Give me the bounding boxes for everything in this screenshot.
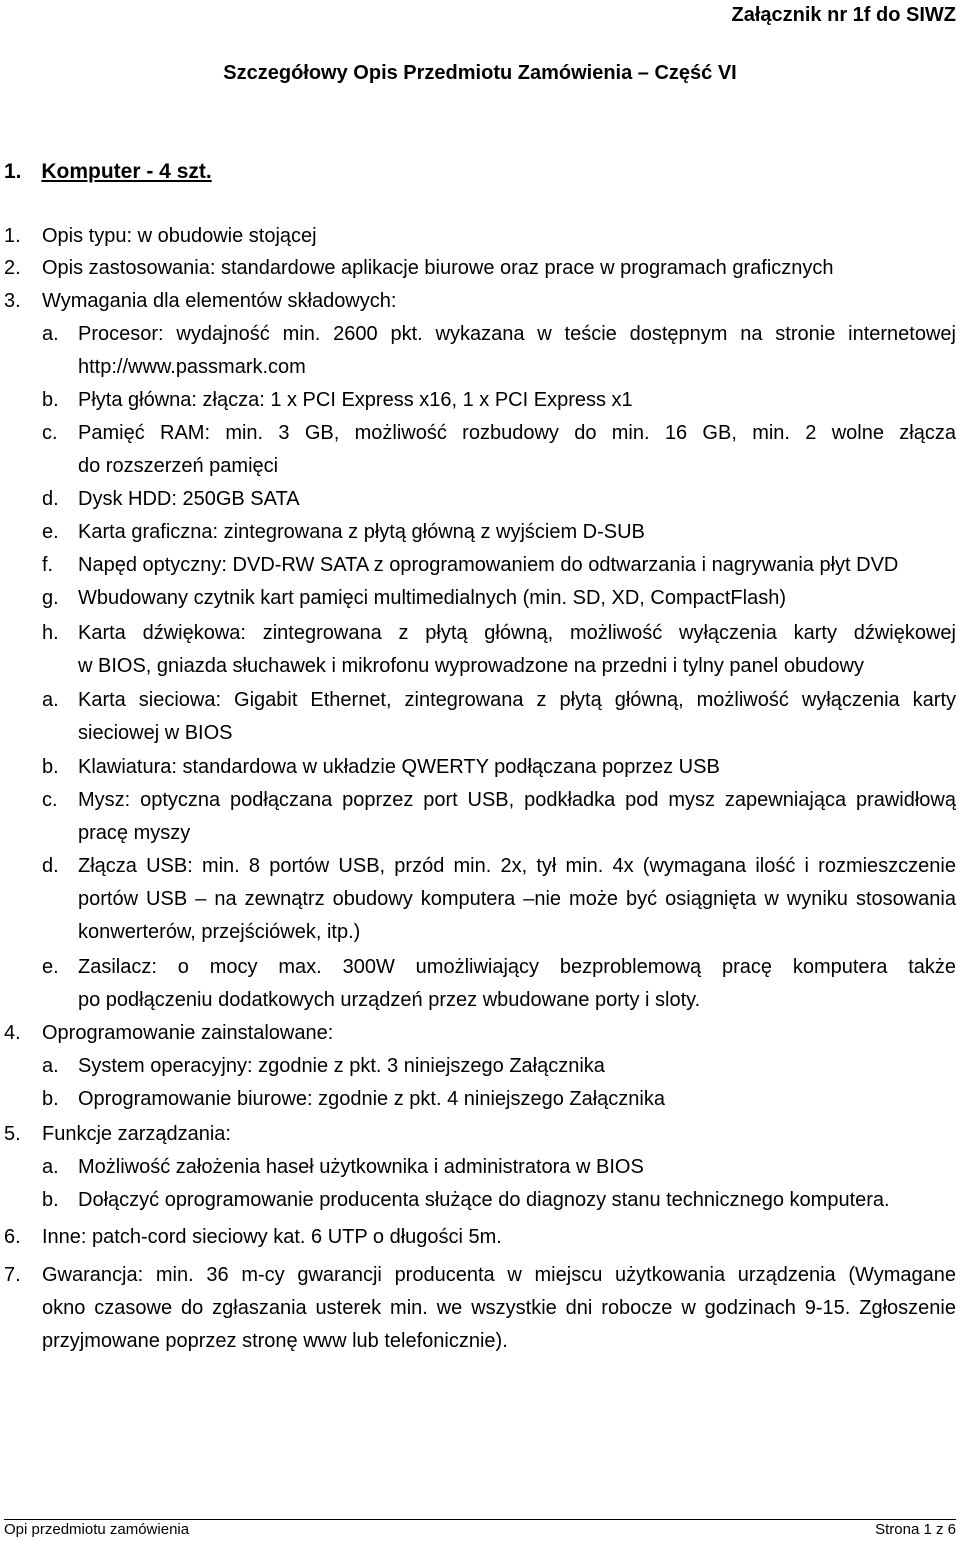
list-item-text: Wymagania dla elementów składowych: [42, 290, 397, 312]
list-item-text: Karta sieciowa: Gigabit Ethernet, zintegrowana z płytą główną, możliwość wyłączenia karty [78, 689, 956, 711]
list-item-marker: 6. [4, 1226, 21, 1248]
list-item-marker: 7. [4, 1264, 21, 1286]
list-item-marker: c. [42, 422, 58, 444]
list-item-marker: e. [42, 521, 59, 543]
list-item-text: Oprogramowanie biurowe: zgodnie z pkt. 4 niniejszego Załącznika [78, 1088, 665, 1110]
list-item-text: Pamięć RAM: min. 3 GB, możliwość rozbudowy do min. 16 GB, min. 2 wolne złącza [78, 422, 956, 444]
list-item-text: sieciowej w BIOS [78, 722, 233, 744]
section-number: 1. [4, 160, 22, 183]
list-item-marker: e. [42, 956, 59, 978]
list-item-marker: b. [42, 1189, 59, 1211]
list-item-text: Mysz: optyczna podłączana poprzez port USB, podkładka pod mysz zapewniająca prawidłową [78, 789, 956, 811]
list-item-marker: b. [42, 1088, 59, 1110]
list-item-text: Karta graficzna: zintegrowana z płytą główną z wyjściem D-SUB [78, 521, 645, 543]
list-item-text: Złącza USB: min. 8 portów USB, przód min. 2x, tył min. 4x (wymagana ilość i rozmieszczenie [78, 855, 956, 877]
list-item-text: Napęd optyczny: DVD-RW SATA z oprogramowaniem do odtwarzania i nagrywania płyt DVD [78, 554, 899, 576]
list-item-text: http://www.passmark.com [78, 356, 306, 378]
list-item-text: do rozszerzeń pamięci [78, 455, 279, 477]
list-item-text: Zasilacz: o mocy max. 300W umożliwiający bezproblemową pracę komputera także [78, 956, 956, 978]
list-item-marker: a. [42, 1055, 59, 1077]
list-item-marker: g. [42, 587, 59, 609]
list-item-text: Możliwość założenia haseł użytkownika i administratora w BIOS [78, 1156, 644, 1178]
list-item-text: Dysk HDD: 250GB SATA [78, 488, 300, 510]
list-item-marker: b. [42, 756, 59, 778]
list-item-marker: h. [42, 622, 59, 644]
list-item-text: Klawiatura: standardowa w układzie QWERTY podłączana poprzez USB [78, 756, 720, 778]
list-item-marker: f. [42, 554, 54, 576]
list-item-text: po podłączeniu dodatkowych urządzeń przez wbudowane porty i sloty. [78, 989, 701, 1011]
list-item-marker: d. [42, 488, 59, 510]
footer-left-text: Opi przedmiotu zamówienia [4, 1521, 190, 1538]
list-item-text: Inne: patch-cord sieciowy kat. 6 UTP o długości 5m. [42, 1226, 502, 1248]
list-item-marker: 4. [4, 1022, 21, 1044]
list-item-marker: d. [42, 855, 59, 877]
list-item-marker: b. [42, 389, 59, 411]
list-item-text: Opis typu: w obudowie stojącej [42, 225, 317, 247]
list-item-text: Oprogramowanie zainstalowane: [42, 1022, 334, 1044]
footer-divider [4, 1519, 956, 1520]
list-item-text: System operacyjny: zgodnie z pkt. 3 niniejszego Załącznika [78, 1055, 605, 1077]
list-item-marker: c. [42, 789, 58, 811]
list-item-text: Gwarancja: min. 36 m-cy gwarancji producenta w miejscu użytkowania urządzenia (Wymagane [42, 1264, 956, 1286]
list-item-marker: 5. [4, 1123, 21, 1145]
list-item-text: Procesor: wydajność min. 2600 pkt. wykazana w teście dostępnym na stronie internetowej [78, 323, 956, 345]
list-item-text: portów USB – na zewnątrz obudowy komputera –nie może być osiągnięta w wyniku stosowania [78, 888, 956, 910]
list-item-text: Płyta główna: złącza: 1 x PCI Express x16, 1 x PCI Express x1 [78, 389, 633, 411]
list-item-marker: 3. [4, 290, 21, 312]
list-item-marker: a. [42, 1156, 59, 1178]
list-item-text: Dołączyć oprogramowanie producenta służące do diagnozy stanu technicznego komputera. [78, 1189, 890, 1211]
section-title: Komputer - 4 szt. [41, 160, 212, 183]
list-item-text: okno czasowe do zgłaszania usterek min. we wszystkie dni robocze w godzinach 9-15. Zgłoszenie [42, 1297, 956, 1319]
list-item-text: w BIOS, gniazda słuchawek i mikrofonu wyprowadzone na przedni i tylny panel obudowy [78, 655, 864, 677]
attachment-label: Załącznik nr 1f do SIWZ [731, 4, 956, 26]
page-title: Szczegółowy Opis Przedmiotu Zamówienia – Część VI [223, 62, 737, 84]
list-item-text: Wbudowany czytnik kart pamięci multimedialnych (min. SD, XD, CompactFlash) [78, 587, 786, 609]
list-item-text: Karta dźwiękowa: zintegrowana z płytą główną, możliwość wyłączenia karty dźwiękowej [78, 622, 956, 644]
list-item-text: konwerterów, przejściówek, itp.) [78, 921, 361, 943]
list-item-text: Funkcje zarządzania: [42, 1123, 231, 1145]
list-item-marker: a. [42, 323, 59, 345]
list-item-marker: 1. [4, 225, 21, 247]
list-item-text: Opis zastosowania: standardowe aplikacje biurowe oraz prace w programach graficznych [42, 257, 834, 279]
list-item-text: pracę myszy [78, 822, 191, 844]
page-number: Strona 1 z 6 [875, 1521, 956, 1538]
list-item-marker: a. [42, 689, 59, 711]
list-item-text: przyjmowane poprzez stronę www lub telefonicznie). [42, 1330, 508, 1352]
list-item-marker: 2. [4, 257, 21, 279]
section-heading [4, 160, 212, 184]
